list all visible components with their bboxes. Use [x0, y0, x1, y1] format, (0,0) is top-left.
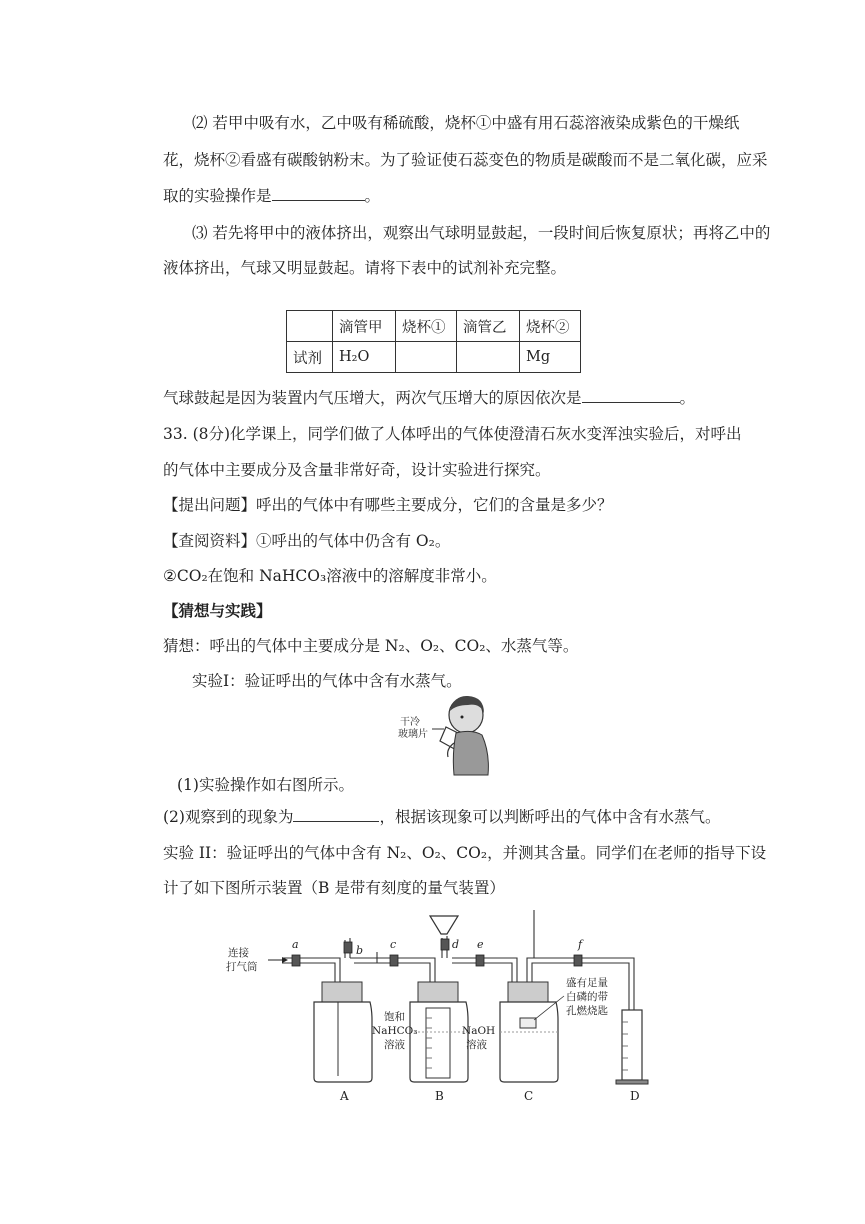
q2-line3	[163, 186, 380, 206]
bottle-label-c: C	[524, 1089, 534, 1102]
valve-label: b	[356, 944, 364, 957]
answer-blank-balloon[interactable]	[582, 388, 680, 403]
answer-blank-q2[interactable]	[272, 186, 365, 201]
girl-label-line1: 干冷	[400, 717, 420, 728]
balloon-line	[163, 388, 695, 408]
q33-obs-pre: (2)观察到的现象为	[163, 808, 294, 826]
bottle-label-a: A	[340, 1089, 349, 1102]
q33-exp2-line2: 计了如下图所示装置（B 是带有刻度的量气装置）	[163, 879, 505, 897]
bottle-b	[410, 982, 468, 1082]
table-cell-answer[interactable]	[396, 342, 457, 373]
table-row-label: 试剂	[287, 342, 333, 373]
table-header-cell: 烧杯①	[396, 311, 457, 342]
q3-line1: ⑶ 若先将甲中的液体挤出，观察出气球明显鼓起，一段时间后恢复原状；再将乙中的	[192, 224, 771, 242]
c-label-line1: NaOH	[462, 1025, 496, 1037]
table-cell: H₂O	[333, 342, 396, 373]
q33-ref1: 【查阅资料】①呼出的气体中仍含有 O₂。	[163, 532, 451, 550]
inlet-label-line2: 打气筒	[226, 961, 258, 973]
q33-obs	[163, 807, 720, 827]
valve-d	[441, 939, 449, 950]
q2-line1: ⑵ 若甲中吸有水，乙中吸有稀硫酸，烧杯①中盛有用石蕊溶液染成紫色的干燥纸	[192, 114, 740, 132]
q33-op: (1)实验操作如右图所示。	[177, 776, 354, 794]
inlet-label-line1: 连接	[228, 947, 249, 959]
valve-label: c	[390, 938, 397, 951]
b-label-line3: 溶液	[384, 1039, 405, 1051]
b-label-line2: NaHCO₃	[372, 1025, 418, 1037]
balloon-pre: 气球鼓起是因为装置内气压增大，两次气压增大的原因依次是	[163, 389, 582, 407]
answer-blank-obs[interactable]	[293, 807, 379, 822]
table-header-cell: 烧杯②	[520, 311, 581, 342]
q33-guess: 猜想：呼出的气体中主要成分是 N₂、O₂、CO₂、水蒸气等。	[163, 637, 579, 655]
q33-exp2-line1: 实验 II：验证呼出的气体中含有 N₂、O₂、CO₂，并测其含量。同学们在老师的指导下设	[163, 844, 767, 862]
q33-obs-post: ，根据该现象可以判断呼出的气体中含有水蒸气。	[379, 808, 721, 826]
bottle-label-d: D	[630, 1089, 640, 1102]
table-header-row	[287, 311, 581, 342]
girl-label-line2: 玻璃片	[398, 729, 428, 740]
valve-b	[344, 942, 352, 953]
phos-label-line3: 孔燃烧匙	[566, 1005, 608, 1017]
table-header-cell	[287, 311, 333, 342]
q2-line2: 花，烧杯②看盛有碳酸钠粉末。为了验证使石蕊变色的物质是碳酸而不是二氧化碳，应采	[163, 151, 768, 169]
phos-label-line2: 白磷的带	[566, 991, 608, 1003]
bottle-a	[314, 982, 372, 1082]
q33-ref2: ②CO₂在饱和 NaHCO₃溶液中的溶解度非常小。	[163, 567, 497, 585]
valve-label: d	[452, 938, 460, 951]
b-label-line1: 饱和	[384, 1011, 405, 1023]
q33-problem: 【提出问题】呼出的气体中有哪些主要成分，它们的含量是多少？	[163, 496, 613, 514]
q33-exp1: 实验Ⅰ：验证呼出的气体中含有水蒸气。	[192, 672, 462, 690]
valve-label: e	[477, 938, 484, 951]
balloon-post: 。	[679, 389, 696, 407]
bottle-label-b: B	[435, 1089, 444, 1102]
valve-c	[390, 955, 398, 966]
girl-breathing-illustration	[396, 693, 508, 779]
table-cell: Mg	[520, 342, 581, 373]
q33-line1: 33. (8分)化学课上，同学们做了人体呼出的气体使澄清石灰水变浑浊实验后，对呼出	[163, 425, 742, 443]
q2-line3-post: 。	[364, 187, 381, 205]
q3-line2: 液体挤出，气球又明显鼓起。请将下表中的试剂补充完整。	[163, 259, 567, 277]
valve-label: f	[578, 938, 583, 951]
c-label-line2: 溶液	[466, 1039, 487, 1051]
cylinder-d	[616, 1010, 648, 1084]
apparatus-diagram	[222, 910, 662, 1102]
q2-line3-pre: 取的实验操作是	[163, 187, 272, 205]
table-cell-answer[interactable]	[457, 342, 520, 373]
valve-e	[476, 955, 484, 966]
valve-label: a	[292, 938, 299, 951]
q33-line2: 的气体中主要成分及含量非常好奇，设计实验进行探究。	[163, 461, 551, 479]
table-row	[287, 342, 581, 373]
valve-a	[292, 955, 300, 966]
q33-guess-head: 【猜想与实践】	[163, 601, 272, 620]
table-header-cell: 滴管甲	[333, 311, 396, 342]
phos-label-line1: 盛有足量	[566, 977, 608, 989]
table-header-cell: 滴管乙	[457, 311, 520, 342]
reagent-table	[286, 310, 581, 373]
bottle-c	[500, 982, 558, 1082]
valve-f	[574, 955, 582, 966]
